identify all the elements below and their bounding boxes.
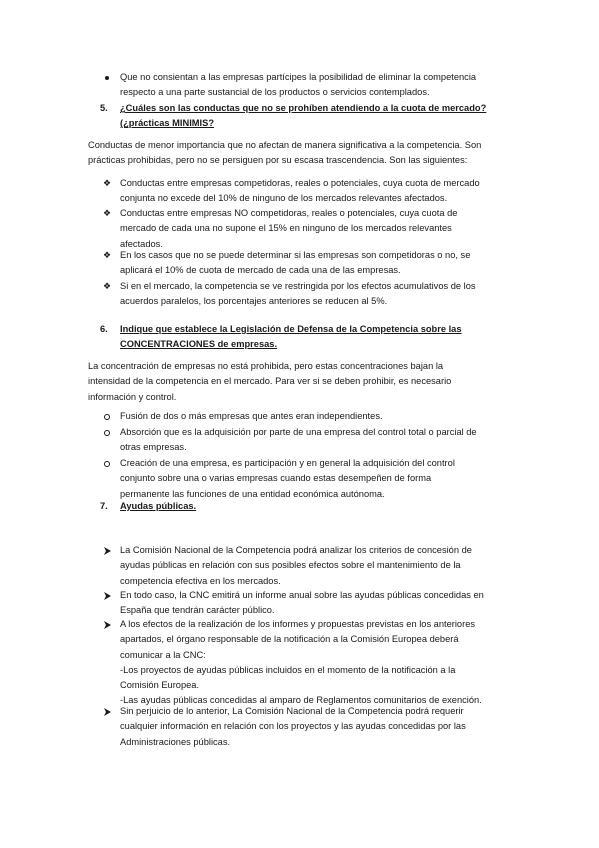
text-line: prácticas prohibidas, pero no se persiguen por su escasa trascendencia. Son las siguientes: xyxy=(88,155,468,166)
text-line: Si en el mercado, la competencia se ve restringida por los efectos acumulativos de los xyxy=(120,281,476,291)
text-line: acuerdos paralelos, los porcentajes anteriores se reducen al 5%. xyxy=(120,296,388,307)
arrowhead-bullet-icon xyxy=(100,588,114,603)
text-line: En todo caso, la CNC emitirá un informe anual sobre las ayudas públicas concedidas en xyxy=(120,590,484,600)
list-item xyxy=(102,248,516,279)
text-line: Administraciones públicas. xyxy=(120,736,231,747)
circle-bullet-icon xyxy=(100,425,114,440)
section-title: Indique que establece la Legislación de Defensa de la Competencia sobre las xyxy=(120,324,462,334)
list-item xyxy=(120,704,516,750)
arrowhead-bullet-icon xyxy=(100,704,114,719)
text-line: -Los proyectos de ayudas públicas incluidos en el momento de la notificación a la xyxy=(120,664,456,675)
text-line: Conductas de menor importancia que no afectan de manera significativa a la competencia. Son xyxy=(88,140,482,150)
diamond-bullet-icon: ❖ xyxy=(102,208,112,218)
diamond-bullet-icon: ❖ xyxy=(102,281,112,291)
text-line: afectados. xyxy=(120,238,163,249)
text-line: permanente las funciones de una entidad económica autónoma. xyxy=(120,488,385,499)
section-title: ¿Cuáles son las conductas que no se prohíben atendiendo a la cuota de mercado? xyxy=(120,103,487,113)
text-line: Que no consientan a las empresas partícipes la posibilidad de eliminar la competencia xyxy=(120,72,477,82)
section-title: CONCENTRACIONES de empresas. xyxy=(120,339,278,350)
text-line: La Comisión Nacional de la Competencia podrá analizar los criterios de concesión de xyxy=(120,545,472,555)
list-item xyxy=(120,70,516,101)
text-line: comunicar a la CNC: xyxy=(120,649,206,660)
section-number: 5. xyxy=(100,103,108,113)
text-line: mercado de cada una no supone el 15% en ninguno de los mercados relevantes xyxy=(120,223,452,234)
text-line: Absorción que es la adquisición por parte de una empresa del control total o parcial de xyxy=(120,427,477,437)
list-item xyxy=(102,279,516,310)
list-item xyxy=(120,543,516,589)
list-item xyxy=(102,176,516,207)
list-item xyxy=(120,425,516,456)
text-line: España que tendrán carácter público. xyxy=(120,605,275,616)
text-line: apartados, el órgano responsable de la notificación a la Comisión Europea deberá xyxy=(120,634,459,645)
paragraph xyxy=(88,138,516,169)
text-line: Sin perjuicio de lo anterior, La Comisión Nacional de la Competencia podrá requerir xyxy=(120,706,464,716)
arrowhead-bullet-icon xyxy=(100,543,114,558)
text-line: ayudas públicas en relación con sus posibles efectos sobre el mantenimiento de la xyxy=(120,560,461,571)
paragraph xyxy=(88,359,516,405)
list-item xyxy=(120,617,516,709)
text-line: Fusión de dos o más empresas que antes eran independientes. xyxy=(120,411,383,421)
text-line: A los efectos de la realización de los informes y propuestas previstas en los anteriores xyxy=(120,619,476,629)
text-line: Comisión Europea. xyxy=(120,680,200,691)
text-line: La concentración de empresas no está prohibida, pero estas concentraciones bajan la xyxy=(88,361,444,371)
list-item xyxy=(120,456,516,502)
text-line: En los casos que no se puede determinar si las empresas son competidoras o no, se xyxy=(120,250,471,260)
arrowhead-bullet-icon xyxy=(100,617,114,632)
text-line: competencia efectiva en los mercados. xyxy=(120,575,281,586)
diamond-bullet-icon: ❖ xyxy=(102,178,112,188)
section-heading-6 xyxy=(100,322,516,353)
bullet-dot-icon xyxy=(100,70,114,85)
section-heading-7 xyxy=(100,499,516,514)
section-title: (¿prácticas MINIMIS? xyxy=(120,118,215,129)
section-number: 6. xyxy=(100,324,108,334)
text-line: Creación de una empresa, es participación y en general la adquisición del control xyxy=(120,458,455,468)
circle-bullet-icon xyxy=(100,456,114,471)
text-line: aplicará el 10% de cuota de mercado de cada una de las empresas. xyxy=(120,265,401,276)
text-line: otras empresas. xyxy=(120,442,187,453)
text-line: intensidad de la competencia en el mercado. Para ver si se deben prohibir, es necesario xyxy=(88,376,452,387)
text-line: -Las ayudas públicas concedidas al amparo de Reglamentos comunitarios de exención. xyxy=(120,695,482,706)
diamond-bullet-icon: ❖ xyxy=(102,250,112,260)
section-heading-5 xyxy=(100,101,516,132)
text-line: cualquier información en relación con los proyectos y las ayudas concedidas por las xyxy=(120,721,466,732)
text-line: información y control. xyxy=(88,391,177,402)
list-item xyxy=(102,206,516,252)
text-line: Conductas entre empresas competidoras, reales o potenciales, cuya cuota de mercado xyxy=(120,178,480,188)
text-line: Conductas entre empresas NO competidoras, reales o potenciales, cuya cuota de xyxy=(120,208,458,218)
text-line: respecto a una parte sustancial de los productos o servicios contemplados. xyxy=(120,87,430,98)
text-line: conjunto sobre una o varias empresas cuando estas desempeñen de forma xyxy=(120,473,432,484)
list-item xyxy=(120,409,516,424)
text-line: conjunta no excede del 10% de ninguno de los mercados relevantes afectados. xyxy=(120,193,448,204)
section-number: 7. xyxy=(100,501,108,511)
section-title: Ayudas públicas. xyxy=(120,501,197,511)
list-item xyxy=(120,588,516,619)
circle-bullet-icon xyxy=(100,409,114,424)
